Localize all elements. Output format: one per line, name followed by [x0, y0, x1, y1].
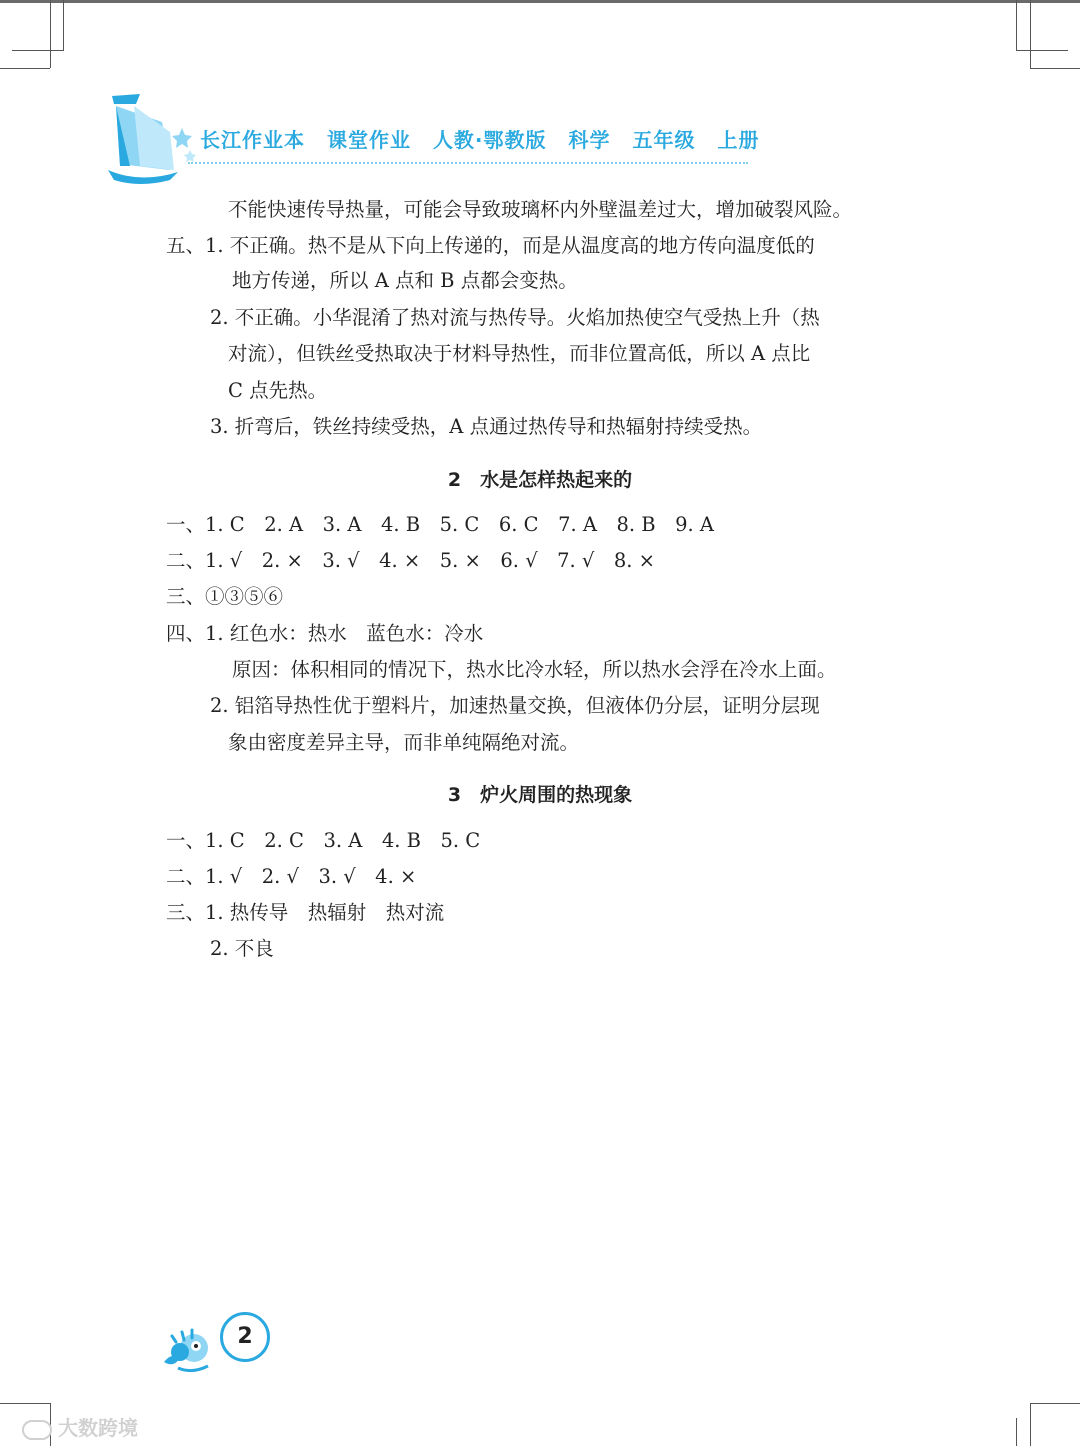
crop-mark-bottom-right [1016, 1418, 1017, 1446]
crop-mark-top-left [63, 0, 64, 51]
page-number-badge [158, 1308, 278, 1374]
cartoon-mascot-icon [158, 1308, 228, 1374]
header-type: 课堂作业 [326, 128, 411, 152]
top-border [0, 0, 1080, 3]
answer-line: 三、1. 热传导 热辐射 热对流 [166, 901, 445, 924]
answer-line: 不能快速传导热量，可能会导致玻璃杯内外壁温差过大，增加破裂风险。 [228, 198, 853, 221]
answer-line: 地方传递，所以 A 点和 B 点都会变热。 [232, 269, 578, 292]
answer-line: 2. 不正确。小华混淆了热对流与热传导。火焰加热使空气受热上升（热 [210, 306, 820, 329]
page-number: 2 [220, 1312, 270, 1362]
crop-mark-top-right [1030, 68, 1080, 69]
crop-mark-top-right [1030, 0, 1031, 68]
crop-mark-top-left [50, 0, 51, 68]
answer-line: 原因：体积相同的情况下，热水比冷水轻，所以热水会浮在冷水上面。 [232, 658, 837, 681]
header-subject: 科学 [568, 128, 611, 152]
crop-mark-top-left [0, 68, 50, 69]
answer-line: 3. 折弯后，铁丝持续受热，A 点通过热传导和热辐射持续受热。 [210, 415, 763, 438]
crop-mark-bottom-left [0, 1403, 50, 1404]
answer-line: 2. 铝箔导热性优于塑料片，加速热量交换，但液体仍分层，证明分层现 [210, 694, 820, 717]
page-header [100, 92, 760, 192]
crop-mark-top-right [1016, 0, 1017, 51]
answer-line: 一、1. C 2. C 3. A 4. B 5. C [166, 829, 481, 852]
crop-mark-top-left [12, 50, 64, 51]
sailboat-logo-icon [100, 92, 200, 188]
header-series: 长江作业本 [200, 128, 305, 152]
answer-line: C 点先热。 [228, 379, 328, 402]
answer-line: 三、①③⑤⑥ [166, 585, 284, 608]
answer-line: 二、1. √ 2. √ 3. √ 4. × [166, 865, 417, 888]
answer-line: 对流），但铁丝受热取决于材料导热性，而非位置高低，所以 A 点比 [228, 342, 811, 365]
answer-line: 一、1. C 2. A 3. A 4. B 5. C 6. C 7. A 8. B 9. A [166, 513, 714, 536]
watermark-text: 大数跨境 [58, 1416, 138, 1440]
crop-mark-bottom-right [1030, 1403, 1080, 1404]
watermark [22, 1412, 138, 1441]
answer-line: 四、1. 红色水：热水 蓝色水：冷水 [166, 622, 484, 645]
answer-line: 五、1. 不正确。热不是从下向上传递的，而是从温度高的地方传向温度低的 [166, 234, 815, 257]
section-title: 3 炉火周围的热现象 [447, 784, 633, 806]
answer-line: 象由密度差异主导，而非单纯隔绝对流。 [228, 731, 580, 754]
header-volume: 上册 [717, 128, 760, 152]
header-title [200, 124, 773, 153]
answer-line: 二、1. √ 2. × 3. √ 4. × 5. × 6. √ 7. √ 8. × [166, 549, 655, 572]
crop-mark-bottom-right [1030, 1403, 1031, 1446]
watermark-logo-icon [22, 1420, 52, 1440]
header-edition: 人教·鄂教版 [432, 128, 547, 152]
header-dotted-rule [188, 162, 748, 164]
crop-mark-top-right [1016, 50, 1068, 51]
section-title: 2 水是怎样热起来的 [447, 469, 633, 491]
answer-line: 2. 不良 [210, 937, 274, 960]
header-grade: 五年级 [632, 128, 696, 152]
